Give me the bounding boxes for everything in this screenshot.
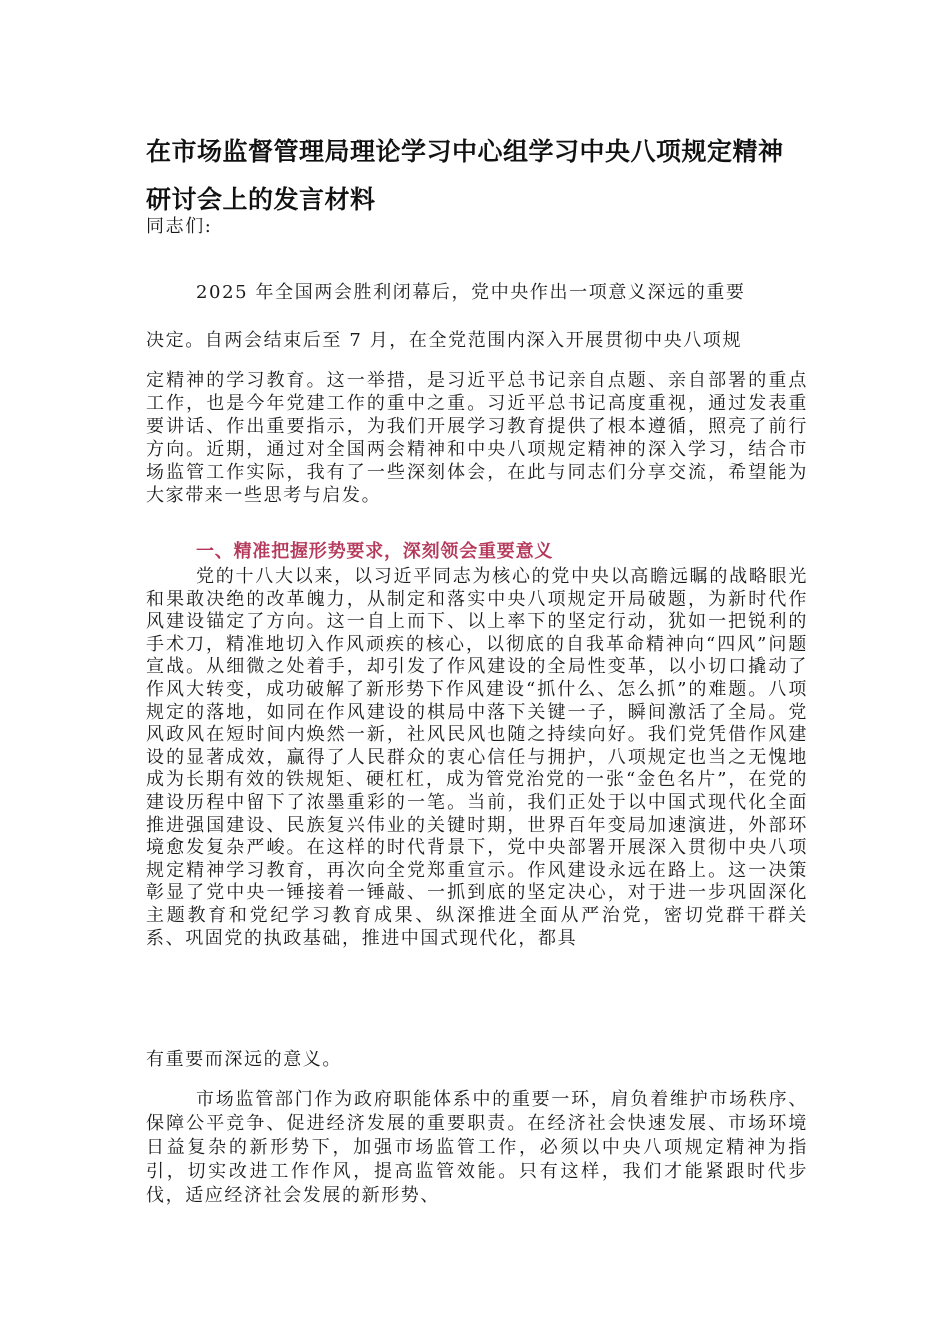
paragraph-intro-line1: 2025 年全国两会胜利闭幕后，党中央作出一项意义深远的重要 (196, 282, 746, 303)
document-title: 在市场监督管理局理论学习中心组学习中央八项规定精神研讨会上的发言材料 (146, 137, 784, 214)
paragraph-intro-line2: 决定。自两会结束后至 7 月，在全党范围内深入开展贯彻中央八项规 (146, 330, 743, 351)
paragraph-section1: 党的十八大以来，以习近平同志为核心的党中央以高瞻远瞩的战略眼光和果敢决绝的改革魄力，从制定和落实中央八项规定开局破题，为新时代作风建设锚定了方向。这一自上而下、以上率下的坚定行动，犹如一把锐利的手术刀，精准地切入作风顽疾的核心，以彻底的自我革命精神向“四风”问题宣战。从细微之处着手，却引发了作风建设的全局性变革，以小切口撬动了作风大转变，成功破解了新形势下作风建设“抓什么、怎么抓”的难题。八项规定的落地，如同在作风建设的棋局中落下关键一子，瞬间激活了全局。党风政风在短时间内焕然一新，社风民风也随之持续向好。我们党凭借作风建设的显著成效，赢得了人民群众的衷心信任与拥护，八项规定也当之无愧地成为长期有效的铁规矩、硬杠杠，成为管党治党的一张“金色名片”，在党的建设历程中留下了浓墨重彩的一笔。当前，我们正处于以中国式现代化全面推进强国建设、民族复兴伟业的关键时期，世界百年变局加速演进，外部环境愈发复杂严峻。在这样的时代背景下，党中央部署开展深入贯彻中央八项规定精神学习教育，再次向全党郑重宣示。作风建设永远在路上。这一决策彰显了党中央一锤接着一锤敲、一抓到底的坚定决心，对于进一步巩固深化主题教育和党纪学习教育成果、纵深推进全面从严治党，密切党群干群关系、巩固党的执政基础，推进中国式现代化，都具 (146, 566, 808, 949)
section-heading-1: 一、精准把握形势要求，深刻领会重要意义 (196, 541, 554, 562)
paragraph-market-regulation: 市场监管部门作为政府职能体系中的重要一环，肩负着维护市场秩序、保障公平竞争、促进经济发展的重要职责。在经济社会快速发展、市场环境日益复杂的新形势下，加强市场监管工作，必须以中央八项规定精神为指引，切实改进工作作风，提高监管效能。只有这样，我们才能紧跟时代步伐，适应经济社会发展的新形势、 (146, 1089, 808, 1206)
paragraph-intro-rest: 定精神的学习教育。这一举措，是习近平总书记亲自点题、亲自部署的重点工作，也是今年党建工作的重中之重。习近平总书记高度重视，通过发表重要讲话、作出重要指示，为我们开展学习教育提供了根本遵循，照亮了前行方向。近期，通过对全国两会精神和中央八项规定精神的深入学习，结合市场监管工作实际，我有了一些深刻体会，在此与同志们分享交流，希望能为大家带来一些思考与启发。 (146, 370, 808, 506)
paragraph-intro (146, 280, 808, 507)
paragraph-section1-end: 有重要而深远的意义。 (146, 1049, 342, 1070)
greeting: 同志们: (146, 216, 213, 237)
